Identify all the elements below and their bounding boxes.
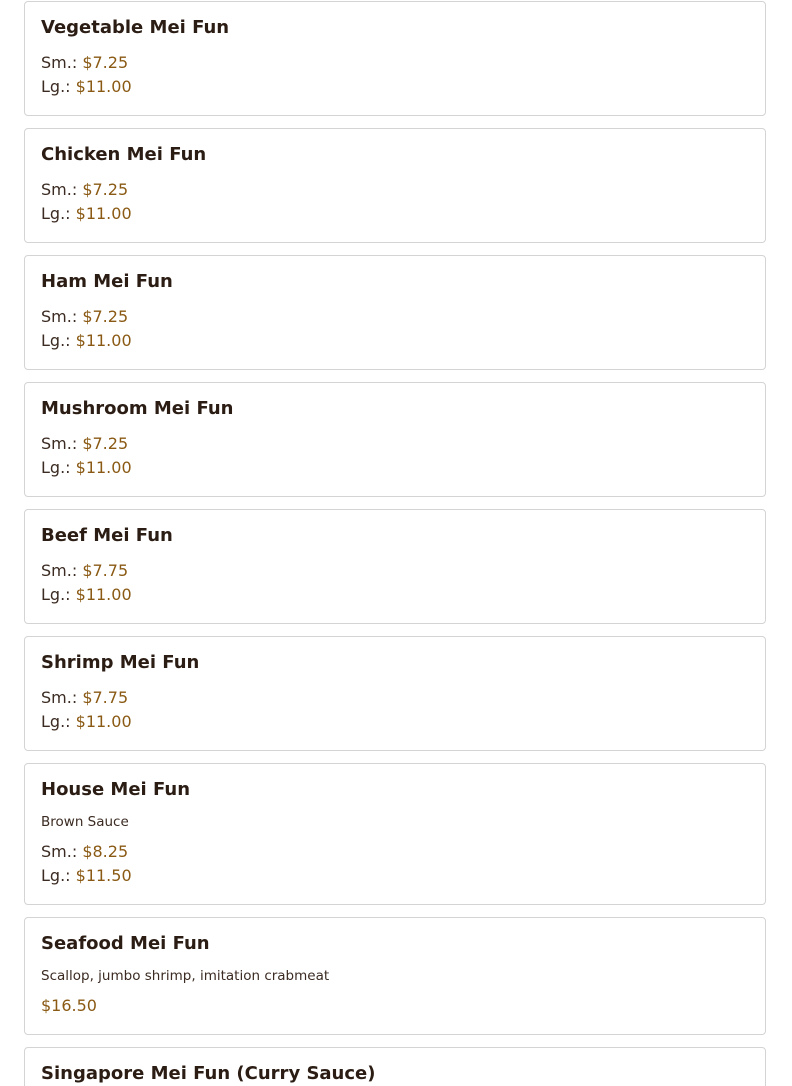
price-line [41,584,132,606]
price-line [41,841,128,863]
price-size-label: Lg.: [41,712,71,731]
menu-item-name: Mushroom Mei Fun [41,398,234,419]
menu-item-card-vegetable-mei-fun[interactable] [24,1,766,116]
price-value: $7.25 [82,434,129,453]
price-line [41,995,97,1017]
price-size-label: Sm.: [41,561,78,580]
price-size-label: Lg.: [41,866,71,885]
price-size-label: Lg.: [41,77,71,96]
price-line [41,687,128,709]
menu-item-card-mushroom-mei-fun[interactable] [24,382,766,497]
price-value: $7.25 [82,307,129,326]
menu-item-name: Seafood Mei Fun [41,933,210,954]
menu-item-card-singapore-mei-fun-curry-sauce[interactable] [24,1047,766,1086]
price-line [41,330,132,352]
menu-item-name: House Mei Fun [41,779,191,800]
price-size-label: Lg.: [41,458,71,477]
menu-item-name: Chicken Mei Fun [41,144,207,165]
price-value: $11.00 [75,331,132,350]
price-size-label: Lg.: [41,331,71,350]
price-size-label: Sm.: [41,842,78,861]
menu-item-description: Brown Sauce [41,814,129,830]
price-value: $7.25 [82,180,129,199]
price-value: $11.50 [75,866,132,885]
price-size-label: Lg.: [41,204,71,223]
menu-item-name: Shrimp Mei Fun [41,652,200,673]
price-line [41,306,128,328]
price-value: $8.25 [82,842,129,861]
menu-item-card-house-mei-fun[interactable] [24,763,766,905]
price-line [41,457,132,479]
price-line [41,865,132,887]
price-size-label: Lg.: [41,585,71,604]
price-value: $11.00 [75,712,132,731]
price-value: $7.75 [82,688,129,707]
price-size-label: Sm.: [41,180,78,199]
menu-item-name: Singapore Mei Fun (Curry Sauce) [41,1063,376,1084]
menu-item-name: Vegetable Mei Fun [41,17,230,38]
menu-item-name: Ham Mei Fun [41,271,173,292]
price-value: $11.00 [75,458,132,477]
price-value: $11.00 [75,204,132,223]
price-size-label: Sm.: [41,53,78,72]
price-value: $11.00 [75,77,132,96]
price-line [41,52,128,74]
price-value: $16.50 [41,996,97,1015]
menu-item-card-seafood-mei-fun[interactable] [24,917,766,1035]
price-size-label: Sm.: [41,688,78,707]
price-size-label: Sm.: [41,307,78,326]
price-value: $11.00 [75,585,132,604]
menu-item-name: Beef Mei Fun [41,525,173,546]
price-line [41,560,128,582]
price-line [41,203,132,225]
menu-item-card-shrimp-mei-fun[interactable] [24,636,766,751]
menu-item-card-ham-mei-fun[interactable] [24,255,766,370]
price-line [41,76,132,98]
menu-item-card-beef-mei-fun[interactable] [24,509,766,624]
price-line [41,433,128,455]
price-value: $7.25 [82,53,129,72]
price-line [41,711,132,733]
menu-item-description: Scallop, jumbo shrimp, imitation crabmeat [41,968,330,984]
price-size-label: Sm.: [41,434,78,453]
price-value: $7.75 [82,561,129,580]
price-line [41,179,128,201]
menu-item-card-chicken-mei-fun[interactable] [24,128,766,243]
